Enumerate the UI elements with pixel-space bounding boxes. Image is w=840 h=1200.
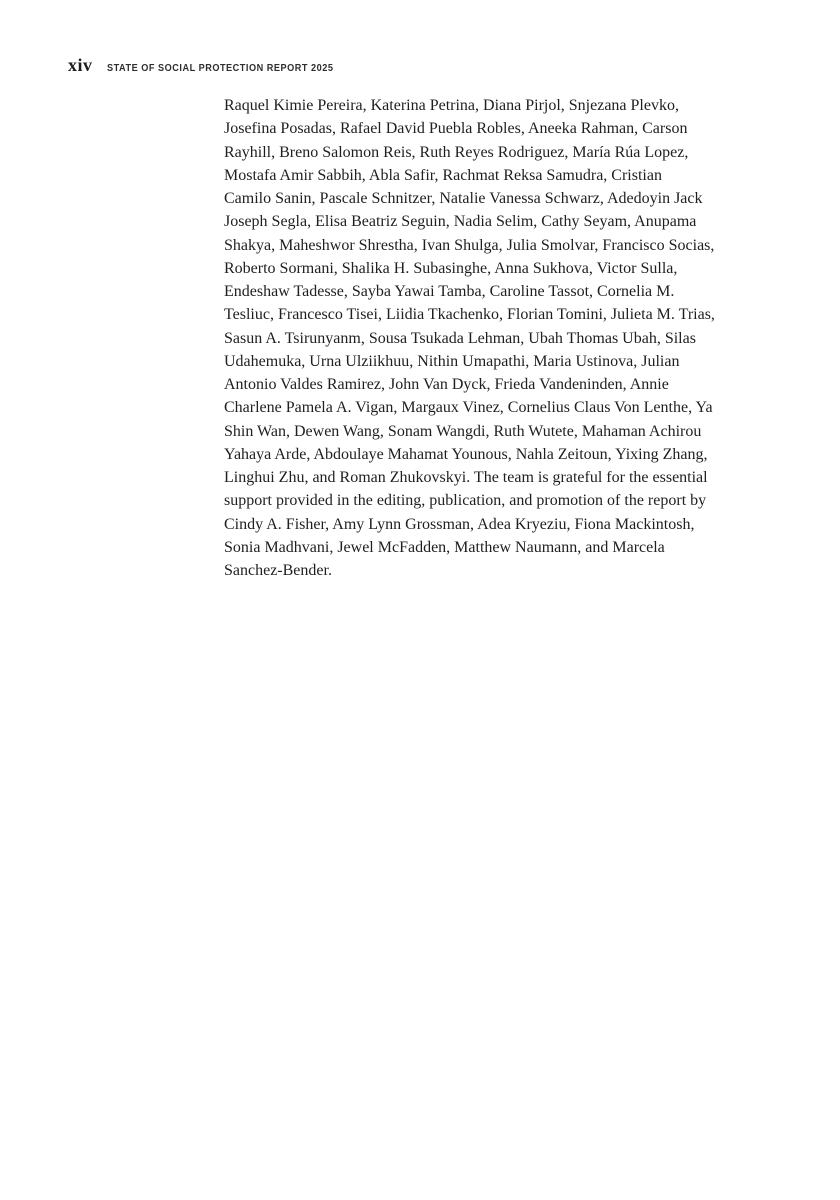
- page-header: [68, 55, 367, 76]
- paragraph-line: Yahaya Arde, Abdoulaye Mahamat Younous, Nahla Zeitoun, Yixing Zhang,: [224, 445, 708, 463]
- paragraph-line: Joseph Segla, Elisa Beatriz Seguin, Nadia Selim, Cathy Seyam, Anupama: [224, 213, 697, 231]
- paragraph-line: Shin Wan, Dewen Wang, Sonam Wangdi, Ruth Wutete, Mahaman Achirou: [224, 422, 702, 440]
- paragraph-line: Linghui Zhu, and Roman Zhukovskyi. The team is grateful for the essential: [224, 469, 708, 486]
- paragraph-line: Roberto Sormani, Shalika H. Subasinghe, Anna Sukhova, Victor Sulla,: [224, 259, 678, 277]
- acknowledgments-paragraph: [224, 94, 740, 582]
- paragraph-line: support provided in the editing, publication, and promotion of the report by: [224, 492, 707, 510]
- page-number: xiv: [68, 55, 93, 75]
- paragraph-line: Camilo Sanin, Pascale Schnitzer, Natalie Vanessa Schwarz, Adedoyin Jack: [224, 190, 703, 207]
- paragraph-line: Cindy A. Fisher, Amy Lynn Grossman, Adea Kryeziu, Fiona Mackintosh,: [224, 515, 695, 533]
- paragraph-line: Endeshaw Tadesse, Sayba Yawai Tamba, Caroline Tassot, Cornelia M.: [224, 283, 675, 300]
- paragraph-line: Raquel Kimie Pereira, Katerina Petrina, Diana Pirjol, Snjezana Plevko,: [224, 97, 679, 114]
- paragraph-line: Udahemuka, Urna Ulziikhuu, Nithin Umapathi, Maria Ustinova, Julian: [224, 352, 680, 370]
- running-head-title: STATE OF SOCIAL PROTECTION REPORT 2025: [106, 62, 333, 74]
- paragraph-line: Josefina Posadas, Rafael David Puebla Robles, Aneeka Rahman, Carson: [224, 120, 688, 138]
- paragraph-line: Sonia Madhvani, Jewel McFadden, Matthew Naumann, and Marcela: [224, 538, 665, 556]
- paragraph-line: Charlene Pamela A. Vigan, Margaux Vinez, Cornelius Claus Von Lenthe, Ya: [224, 399, 713, 417]
- paragraph-line: Antonio Valdes Ramirez, John Van Dyck, Frieda Vandeninden, Annie: [224, 376, 669, 393]
- paragraph-line: Sasun A. Tsirunyanm, Sousa Tsukada Lehman, Ubah Thomas Ubah, Silas: [224, 329, 696, 347]
- paragraph-line: Shakya, Maheshwor Shrestha, Ivan Shulga, Julia Smolvar, Francisco Socias,: [224, 236, 715, 254]
- paragraph-line: Sanchez-Bender.: [224, 562, 332, 579]
- paragraph-line: Tesliuc, Francesco Tisei, Liidia Tkachenko, Florian Tomini, Julieta M. Trias,: [224, 306, 715, 324]
- paragraph-line: Mostafa Amir Sabbih, Abla Safir, Rachmat Reksa Samudra, Cristian: [224, 166, 662, 184]
- paragraph-line: Rayhill, Breno Salomon Reis, Ruth Reyes Rodriguez, María Rúa Lopez,: [224, 143, 689, 161]
